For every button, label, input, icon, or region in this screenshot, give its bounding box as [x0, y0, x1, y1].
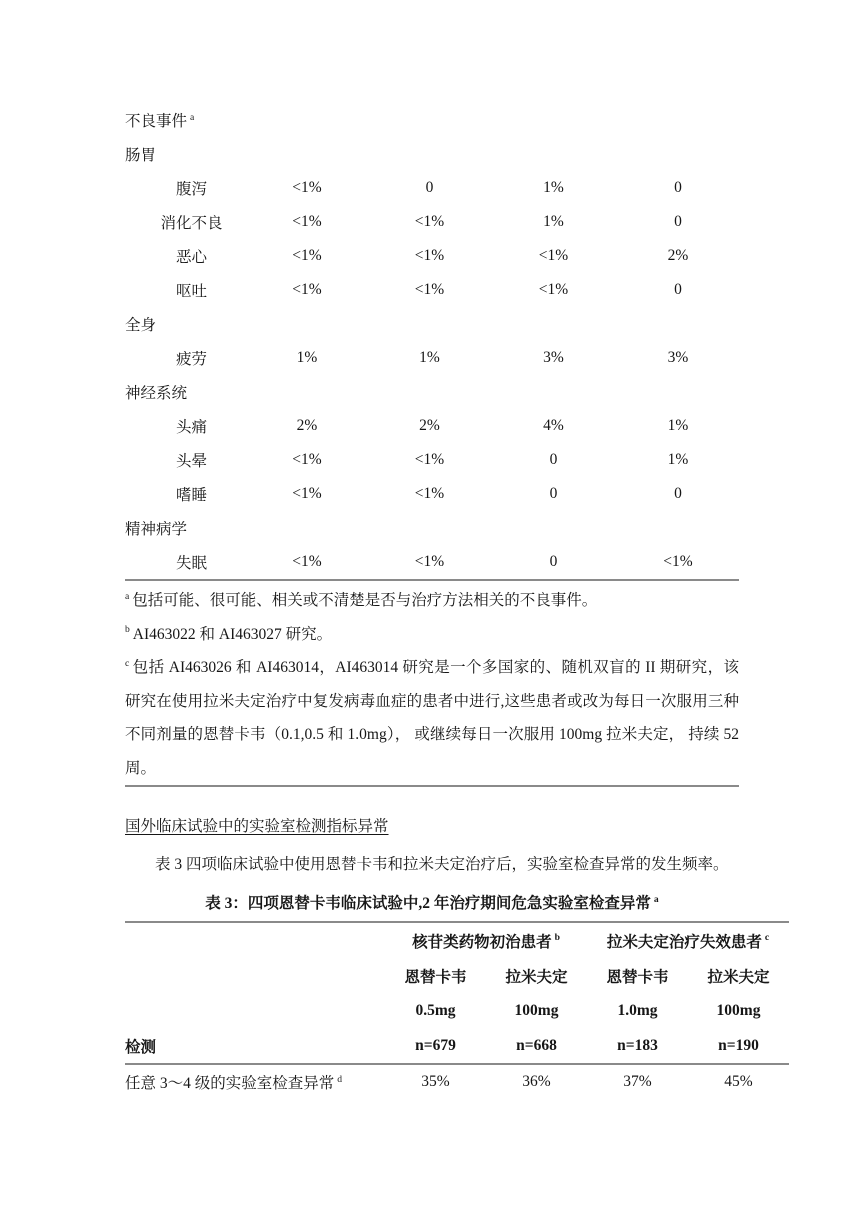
- cell-value: <1%: [414, 451, 445, 468]
- drug-name: 恩替卡韦: [606, 968, 669, 986]
- table-row: [125, 273, 739, 307]
- dose-value: 0.5mg: [415, 1001, 456, 1019]
- n-value: n=183: [617, 1036, 658, 1054]
- table-row: [125, 409, 739, 443]
- cell-value: <1%: [538, 281, 569, 298]
- cell-value: 2%: [419, 417, 440, 434]
- footnote-a: [125, 584, 739, 618]
- dose-value: 100mg: [716, 1001, 761, 1019]
- group-header-label: 核苷类药物初治患者: [412, 933, 552, 951]
- row-label: 恶心: [175, 249, 207, 266]
- cell-value: 3%: [543, 349, 564, 366]
- footnote-marker: b: [554, 932, 560, 944]
- table3-title-text: 表 3：四项恩替卡韦临床试验中,2 年治疗期间危急实验室检查异常: [205, 895, 651, 912]
- column-header: [125, 109, 739, 131]
- cell-value: 1%: [419, 349, 440, 366]
- adverse-events-table: [125, 103, 739, 581]
- lab-abnormalities-table: [125, 921, 789, 1099]
- row-label: 呕吐: [175, 283, 207, 300]
- cell-value: <1%: [663, 553, 693, 570]
- footnote-marker: a: [653, 893, 659, 905]
- table-row: [125, 239, 739, 273]
- cell-value: <1%: [414, 485, 445, 502]
- cell-value: <1%: [292, 247, 322, 264]
- cell-value: <1%: [414, 247, 445, 264]
- section-label: 肠胃: [125, 147, 157, 164]
- group-header: [587, 930, 789, 952]
- column-header-label: 不良事件: [125, 113, 188, 130]
- cell-value: 1%: [296, 349, 318, 366]
- table-row: [125, 341, 739, 375]
- row-label: 消化不良: [160, 215, 223, 232]
- table-row: [125, 1065, 789, 1099]
- footnote-b: [125, 618, 739, 652]
- cell-value: <1%: [414, 553, 445, 570]
- footnote-text: 包括可能、很可能、相关或不清楚是否与治疗方法相关的不良事件。: [132, 592, 598, 609]
- page-content: [125, 0, 789, 1099]
- footnote-text: AI463022 和 AI463027 研究。: [132, 625, 333, 643]
- footnote-marker: d: [337, 1073, 343, 1085]
- cell-value: 0: [549, 451, 558, 468]
- cell-value: 1%: [543, 213, 564, 230]
- row-label: 嗜睡: [175, 487, 207, 504]
- row-label: 腹泻: [175, 181, 207, 198]
- section-label: 精神病学: [125, 521, 188, 538]
- section-label: 神经系统: [125, 385, 188, 402]
- table-row: [125, 307, 739, 341]
- cell-value: 0: [549, 485, 558, 502]
- footnote-text: 包括 AI463026 和 AI463014，AI463014 研究是一个多国家的、随机双盲的 II 期研究，该研究在使用拉米夫定治疗中复发病毒血症的患者中进行,这些患者或改为每日一次服用三种不同剂量的恩替卡韦（0.1,0.5 和 1.0mg）， 或继续每日一次服用 100mg 拉米夫定， 持续 52 周。: [125, 659, 739, 777]
- cell-value: 2%: [296, 417, 318, 434]
- cell-value: <1%: [538, 247, 569, 264]
- cell-value: <1%: [292, 553, 322, 570]
- table-row: [125, 545, 739, 579]
- table-row: [125, 443, 739, 477]
- n-value: n=668: [516, 1036, 557, 1054]
- group-header-label: 拉米夫定治疗失效患者: [606, 933, 762, 951]
- drug-name-row: [125, 958, 789, 993]
- cell-value: <1%: [414, 213, 445, 230]
- cell-value: 0: [674, 213, 682, 230]
- cell-value: 4%: [543, 417, 564, 434]
- cell-value: 0: [549, 553, 558, 570]
- row-label-text: 任意 3～4 级的实验室检查异常: [125, 1075, 335, 1092]
- footnote-marker: c: [125, 657, 130, 669]
- drug-name: 恩替卡韦: [404, 968, 467, 986]
- dose-row: [125, 993, 789, 1028]
- intro-paragraph: 表 3 四项临床试验中使用恩替卡韦和拉米夫定治疗后，实验室检查异常的发生频率。: [155, 856, 729, 873]
- cell-value: <1%: [292, 451, 322, 468]
- dose-value: 1.0mg: [617, 1001, 658, 1019]
- drug-name: 拉米夫定: [505, 968, 568, 986]
- cell-value: 1%: [543, 179, 564, 196]
- cell-value: 0: [425, 179, 434, 196]
- table-row: [125, 511, 739, 545]
- cell-value: 45%: [724, 1073, 753, 1090]
- group-header-row: [125, 923, 789, 958]
- table-row: [125, 137, 739, 171]
- table-row: [125, 477, 739, 511]
- table3-title: [125, 894, 739, 914]
- cell-value: 1%: [667, 417, 689, 434]
- table-row: [125, 375, 739, 409]
- row-label: [125, 1071, 385, 1093]
- cell-value: 37%: [623, 1073, 652, 1090]
- cell-value: 35%: [421, 1073, 450, 1090]
- cell-value: 0: [674, 485, 682, 502]
- table-footnotes: [125, 581, 739, 787]
- group-header: [385, 930, 587, 952]
- footnote-marker: c: [764, 932, 770, 944]
- section-heading: [125, 817, 739, 837]
- section-label: 全身: [125, 317, 157, 334]
- footnote-marker: a: [125, 590, 130, 602]
- section-heading-text: 国外临床试验中的实验室检测指标异常: [125, 818, 389, 835]
- row-label: 头痛: [175, 419, 207, 436]
- footnote-c: [125, 651, 739, 785]
- n-value: n=679: [415, 1036, 456, 1054]
- footnote-marker: b: [125, 624, 130, 636]
- row-label: 疲劳: [175, 351, 207, 368]
- row-header: 检测: [125, 1038, 157, 1056]
- n-value: n=190: [718, 1036, 759, 1054]
- cell-value: <1%: [292, 179, 322, 196]
- footnote-marker: a: [190, 111, 195, 123]
- n-row: [125, 1028, 789, 1063]
- cell-value: <1%: [292, 213, 322, 230]
- table-row: [125, 171, 739, 205]
- cell-value: 1%: [667, 451, 689, 468]
- cell-value: <1%: [292, 281, 322, 298]
- cell-value: <1%: [414, 281, 445, 298]
- row-label: 头晕: [175, 453, 207, 470]
- cell-value: 36%: [522, 1073, 551, 1090]
- table-row: [125, 103, 739, 137]
- drug-name: 拉米夫定: [707, 968, 770, 986]
- cell-value: 0: [674, 281, 682, 298]
- row-label: 失眠: [175, 555, 207, 572]
- table3-header: [125, 923, 789, 1065]
- cell-value: 3%: [667, 349, 689, 366]
- cell-value: <1%: [292, 485, 322, 502]
- table-row: [125, 205, 739, 239]
- cell-value: 2%: [667, 247, 689, 264]
- cell-value: 0: [674, 179, 682, 196]
- dose-value: 100mg: [514, 1001, 559, 1019]
